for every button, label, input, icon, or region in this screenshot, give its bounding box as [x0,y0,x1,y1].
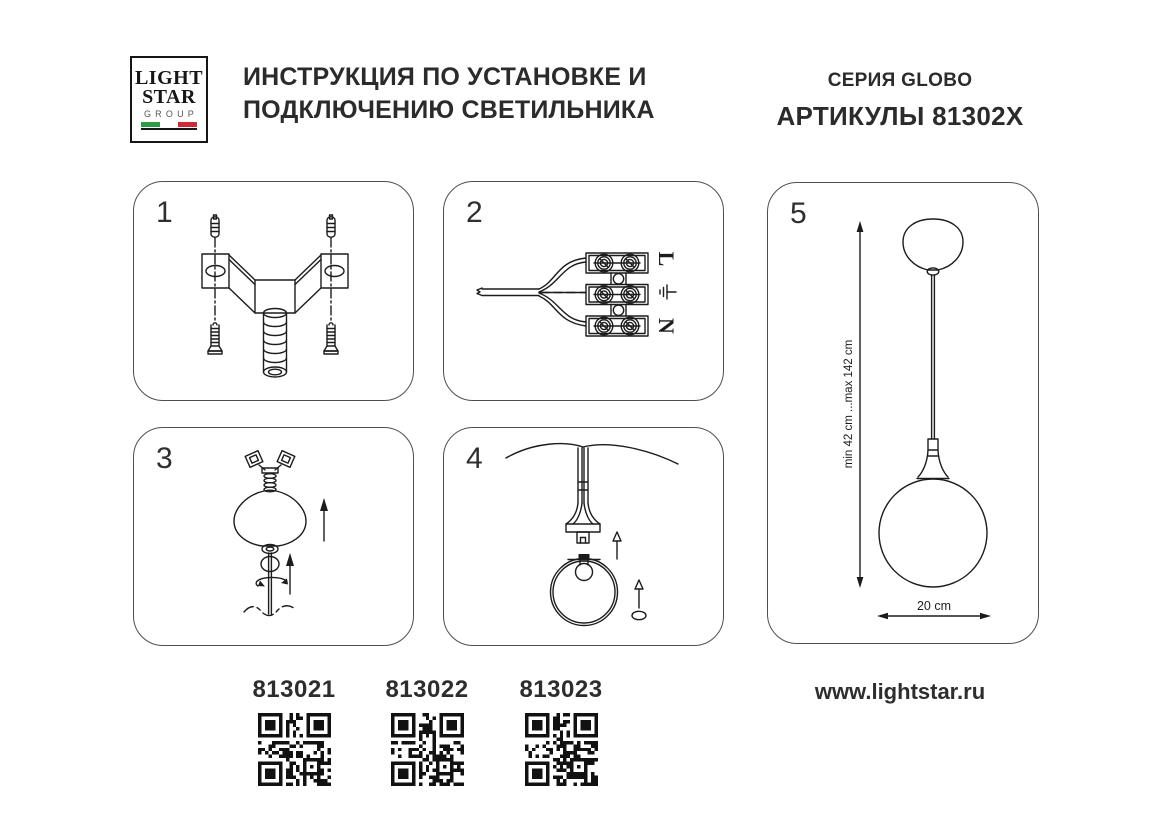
suspension-rod [261,553,279,614]
glass-globe [551,554,618,626]
bracket-plate [321,254,348,288]
wall-anchor-icon [211,215,219,237]
bulb-cap [579,554,590,560]
panel-step-1 [133,181,414,401]
step-number-1: 1 [156,196,173,229]
diameter-dimension-label: 20 cm [916,599,952,613]
article-group [224,676,364,791]
suspension-cable [932,275,935,439]
panel-step-3 [133,427,414,646]
wall-anchor-icon [327,215,335,237]
step-number-3: 3 [156,442,173,475]
logo-word-light: LIGHT [134,67,204,90]
step-number-2: 2 [466,196,483,229]
qr-code [258,713,331,786]
terminal-block [586,253,648,273]
screw-icon [324,323,338,354]
terminal-block [586,285,648,305]
flag-white-segment [160,122,179,127]
threaded-tube [264,309,287,378]
screw-icon [208,323,222,354]
diameter-dimension [877,599,991,619]
live-label: L [654,251,679,267]
series-label: СЕРИЯ GLOBO [827,70,973,91]
lightstar-logo [130,56,208,143]
qr-code [391,713,464,786]
article-code: 813022 [385,676,469,703]
cable-wavy-line [244,606,295,616]
arrow-up-icon [320,498,328,541]
step-number-4: 4 [466,442,483,475]
height-dimension [843,221,863,588]
mounting-bracket-drawing [134,182,415,402]
mini-bracket [245,451,295,492]
ceiling-canopy [234,490,306,553]
page-title [243,61,655,127]
qr-code [525,713,598,786]
assembled-lamp-drawing [768,183,1040,645]
lamp-socket [577,532,589,543]
pendant-stem [917,439,949,479]
ceiling-canopy [903,219,963,275]
series-block [769,70,1031,132]
wiring-diagram-drawing [444,182,725,402]
flag-green-segment [141,122,160,127]
supply-cable [477,288,539,296]
italian-flag-icon [141,122,197,127]
arrow-up-icon [286,553,294,594]
ceiling-wavy-line [506,444,678,464]
retaining-ring-icon [632,611,646,619]
logo-word-group: GROUP [143,108,198,119]
light-bulb-icon [576,564,593,581]
earth-ground-icon [660,285,676,299]
wire-neutral [539,293,586,326]
panel-step-2 [443,181,724,401]
website-url: www.lightstar.ru [814,679,986,704]
wire-live [539,258,586,292]
pendant-stem [566,448,600,532]
terminal-block [586,316,648,336]
step-number-5: 5 [790,197,807,230]
arrow-up-icon [635,580,643,608]
article-group [357,676,497,791]
glass-globe [879,479,987,587]
flag-underline [141,128,197,130]
logo-word-star: STAR [142,85,196,108]
panel-step-4 [443,427,724,646]
article-code: 813023 [519,676,603,703]
canopy-install-drawing [134,428,415,647]
arrow-up-icon [613,532,621,559]
height-dimension-label: min 42 cm ...max 142 cm [843,339,855,469]
page-title-line2: ПОДКЛЮЧЕНИЮ СВЕТИЛЬНИКА [243,96,655,124]
globe-install-drawing [444,428,725,647]
flag-red-segment [178,122,197,127]
bracket-v-arms [229,255,321,313]
panel-step-5 [767,182,1039,644]
article-code: 813021 [252,676,336,703]
neutral-label: N [654,318,679,334]
articles-label: АРТИКУЛЫ 81302X [776,101,1024,131]
page-title-line1: ИНСТРУКЦИЯ ПО УСТАНОВКЕ И [243,63,647,91]
article-group [491,676,631,791]
